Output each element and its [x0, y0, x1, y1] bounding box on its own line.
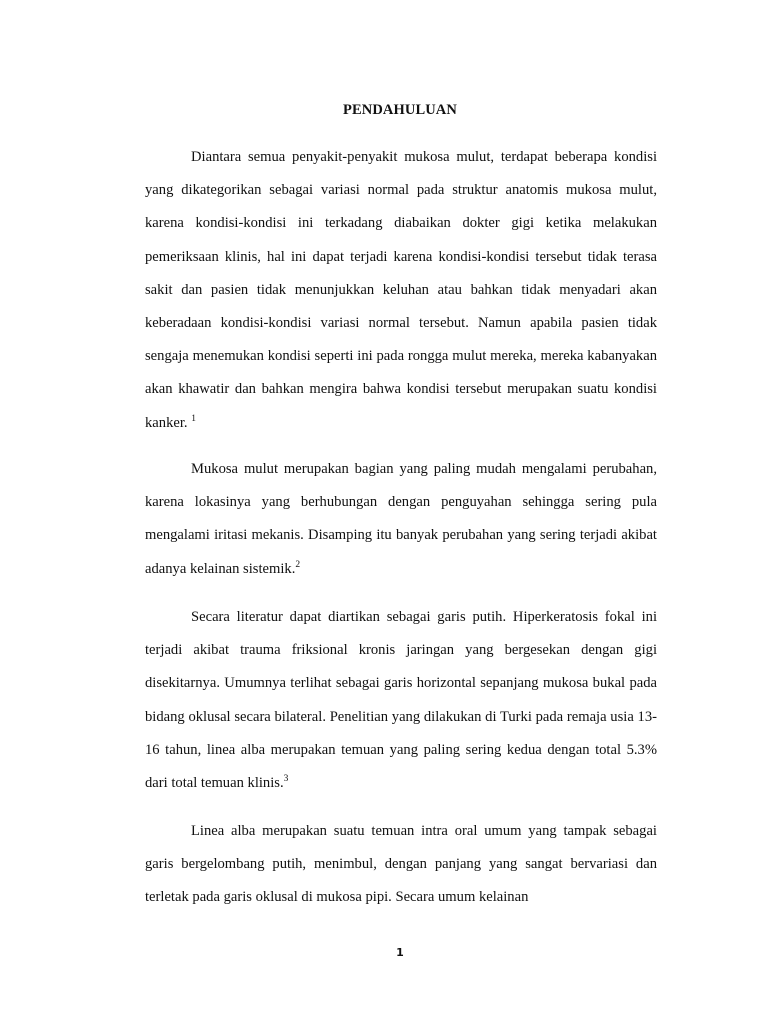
page-title: PENDAHULUAN: [343, 102, 457, 118]
paragraph-text: Linea alba merupakan suatu temuan intra oral umum yang tampak sebagai garis bergelombang putih, menimbul, dengan panjang yang sangat bervariasi dan terletak pada garis oklusal di mukosa pipi. Secara umum kelainan: [145, 823, 657, 906]
paragraph-3: [145, 601, 657, 800]
paragraph-4: [145, 815, 657, 915]
page-number: 1: [396, 946, 404, 959]
paragraph-2: [145, 453, 657, 586]
paragraph-text: Secara literatur dapat diartikan sebagai garis putih. Hiperkeratosis fokal ini terjadi akibat trauma friksional kronis jaringan yang bergesekan dengan gigi disekitarnya. Umumnya terlihat sebagai garis horizontal sepanjang mukosa bukal pada bidang oklusal secara bilateral. Penelitian yang dilakukan di Turki pada remaja usia 13-16 tahun, linea alba merupakan temuan yang paling sering kedua dengan total 5.3% dari total temuan klinis.: [145, 609, 657, 792]
paragraph-text: Diantara semua penyakit-penyakit mukosa mulut, terdapat beberapa kondisi yang dikategorikan sebagai variasi normal pada struktur anatomis mukosa mulut, karena kondisi-kondisi ini terkadang diabaikan dokter gigi ketika melakukan pemeriksaan klinis, hal ini dapat terjadi karena kondisi-kondisi tersebut tidak terasa sakit dan pasien tidak menunjukkan keluhan atau bahkan tidak menyadari akan keberadaan kondisi-kondisi variasi normal tersebut. Namun apabila pasien tidak sengaja menemukan kondisi seperti ini pada rongga mulut mereka, mereka kabanyakan akan khawatir dan bahkan mengira bahwa kondisi tersebut merupakan suatu kondisi kanker.: [145, 149, 657, 431]
reference-number: 1: [191, 413, 196, 424]
reference-number: 3: [283, 774, 289, 785]
paragraph-1: [145, 141, 657, 440]
paragraph-text: Mukosa mulut merupakan bagian yang paling mudah mengalami perubahan, karena lokasinya yang berhubungan dengan penguyahan sehingga sering pula mengalami iritasi mekanis. Disamping itu banyak perubahan yang sering terjadi akibat adanya kelainan sistemik.: [145, 461, 657, 577]
reference-number: 2: [295, 559, 301, 570]
